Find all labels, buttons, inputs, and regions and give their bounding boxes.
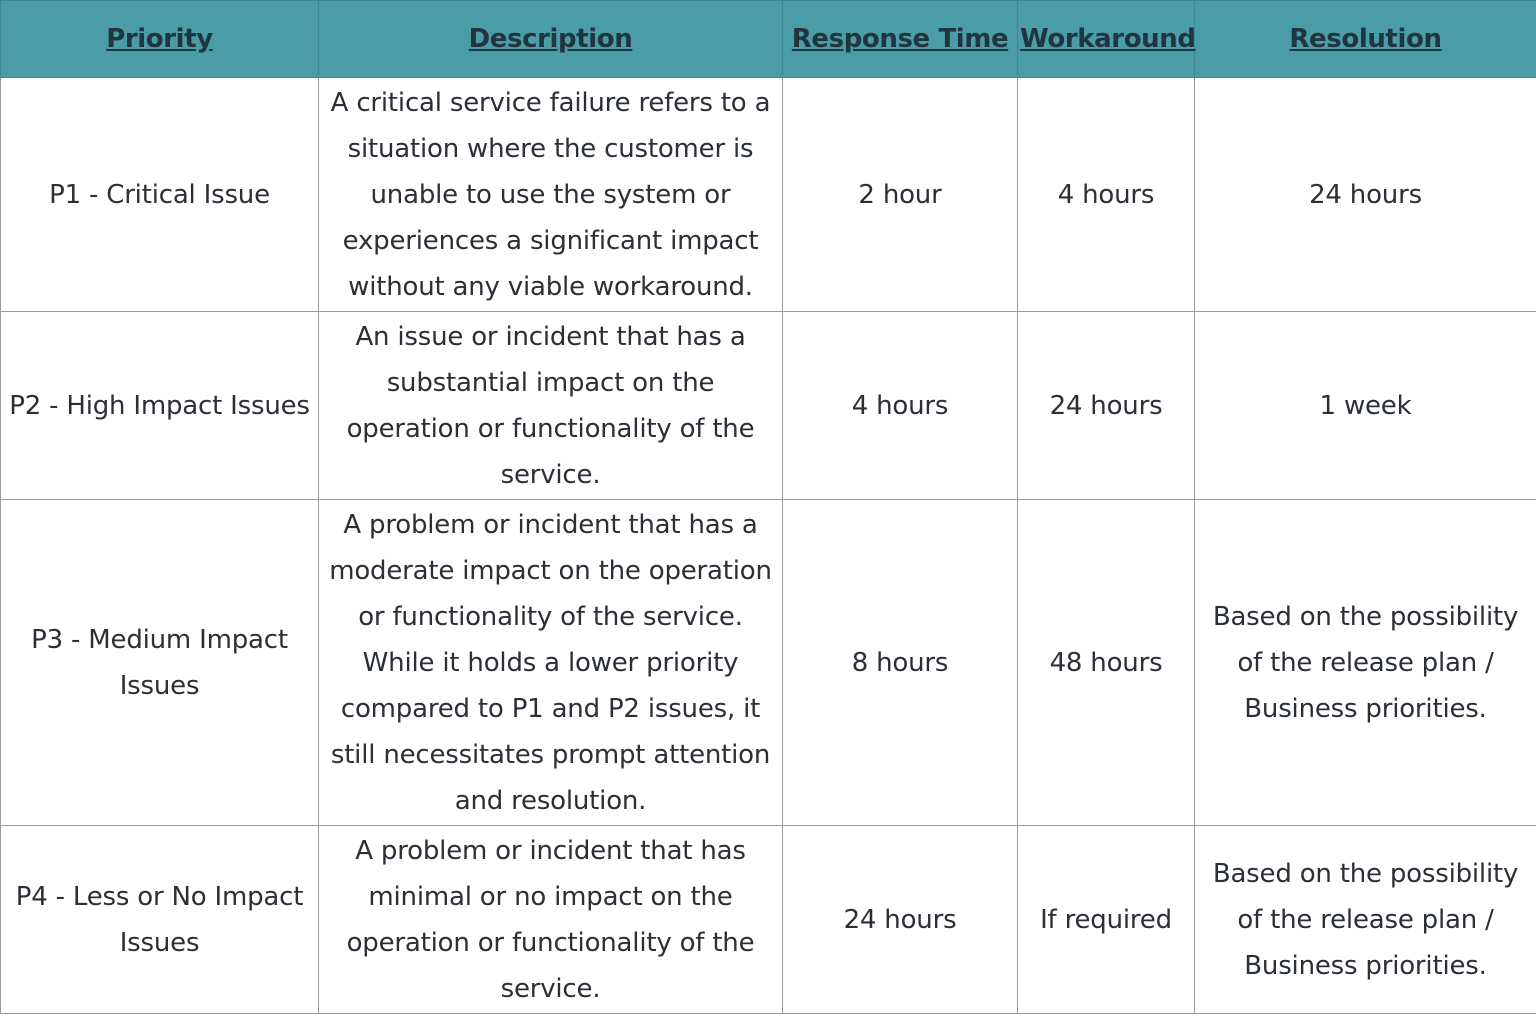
resolution-cell: 1 week — [1195, 312, 1536, 500]
header-description: Description — [319, 1, 783, 78]
workaround-cell: 24 hours — [1018, 312, 1195, 500]
table-row — [1, 78, 1536, 312]
resolution-cell: Based on the possibility of the release plan / Business priorities. — [1195, 826, 1536, 1014]
header-response-time: Response Time — [783, 1, 1018, 78]
header-workaround: Workaround — [1018, 1, 1195, 78]
header-resolution: Resolution — [1195, 1, 1536, 78]
table-header-row — [1, 1, 1536, 78]
priority-cell: P2 - High Impact Issues — [1, 312, 319, 500]
table-row — [1, 826, 1536, 1014]
table-row — [1, 500, 1536, 826]
description-cell: A problem or incident that has minimal or no impact on the operation or functionality of the service. — [319, 826, 783, 1014]
response-time-cell: 24 hours — [783, 826, 1018, 1014]
priority-cell: P1 - Critical Issue — [1, 78, 319, 312]
header-priority: Priority — [1, 1, 319, 78]
resolution-cell: 24 hours — [1195, 78, 1536, 312]
priority-cell: P4 - Less or No Impact Issues — [1, 826, 319, 1014]
response-time-cell: 2 hour — [783, 78, 1018, 312]
workaround-cell: If required — [1018, 826, 1195, 1014]
description-cell: A problem or incident that has a moderate impact on the operation or functionality of the service. While it holds a lower priority compared to P1 and P2 issues, it still necessitates prompt attention and resolution. — [319, 500, 783, 826]
response-time-cell: 4 hours — [783, 312, 1018, 500]
workaround-cell: 4 hours — [1018, 78, 1195, 312]
response-time-cell: 8 hours — [783, 500, 1018, 826]
table-row — [1, 312, 1536, 500]
workaround-cell: 48 hours — [1018, 500, 1195, 826]
description-cell: An issue or incident that has a substantial impact on the operation or functionality of the service. — [319, 312, 783, 500]
description-cell: A critical service failure refers to a situation where the customer is unable to use the system or experiences a significant impact without any viable workaround. — [319, 78, 783, 312]
priority-cell: P3 - Medium Impact Issues — [1, 500, 319, 826]
resolution-cell: Based on the possibility of the release plan / Business priorities. — [1195, 500, 1536, 826]
